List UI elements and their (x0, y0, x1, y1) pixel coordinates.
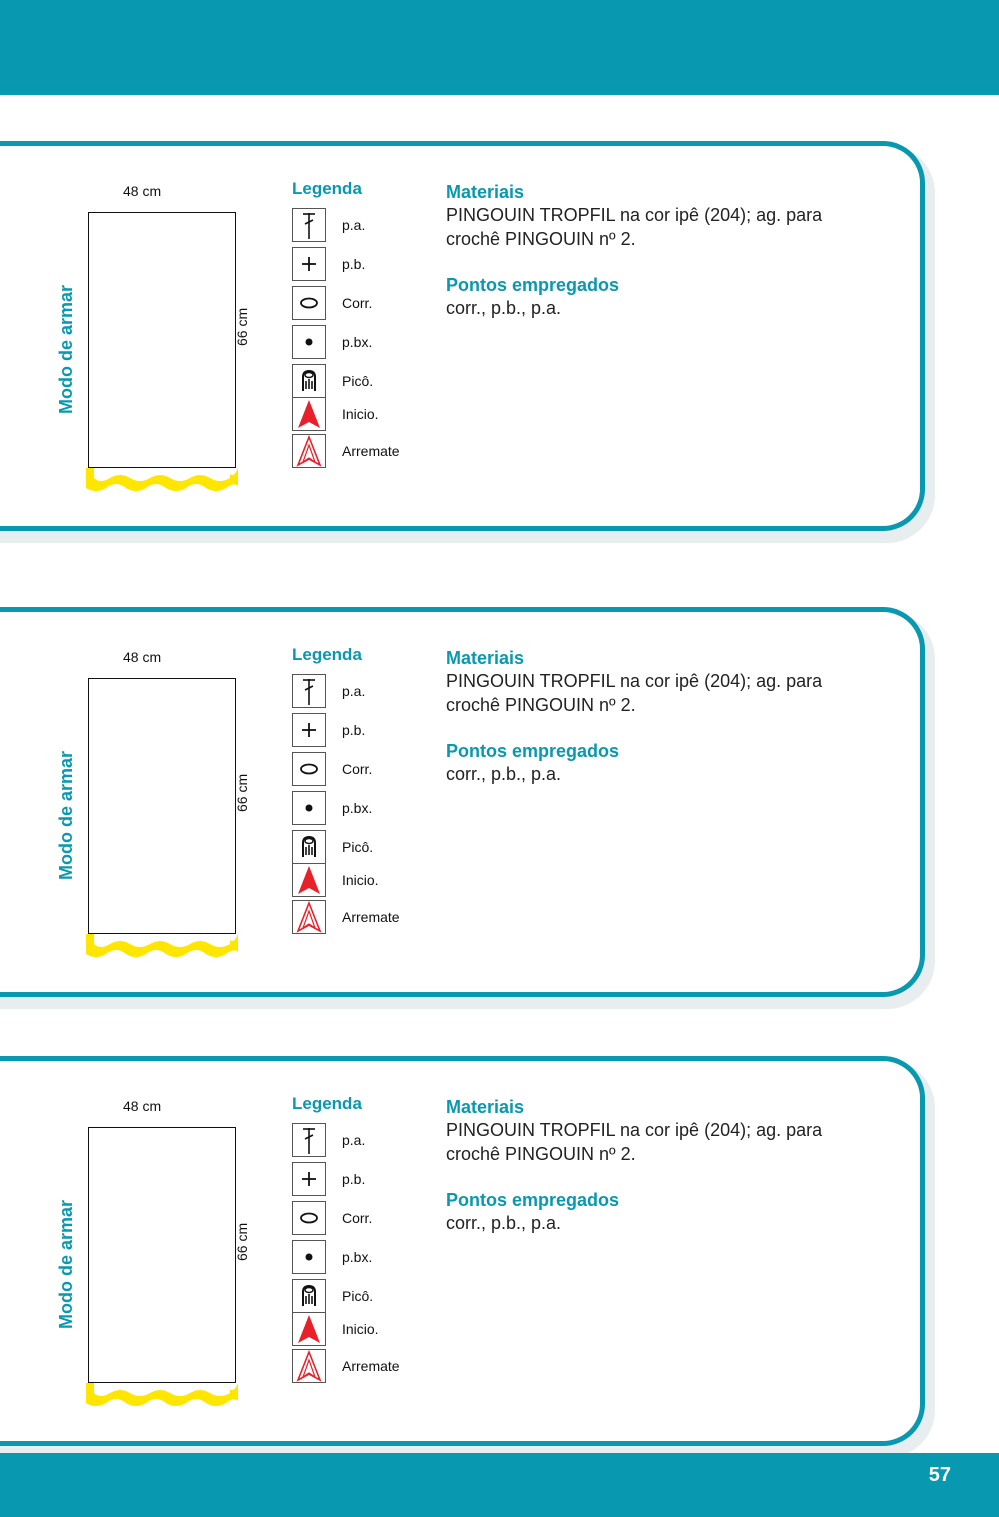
single-crochet-icon (292, 713, 326, 747)
pattern-card (0, 607, 925, 997)
slip-stitch-icon (292, 1240, 326, 1274)
legend-item-label: p.bx. (342, 800, 373, 816)
legend-item-label: Arremate (342, 909, 400, 925)
chain-icon (292, 1201, 326, 1235)
finish-arrow-icon (292, 434, 326, 468)
materials-text-line-1: PINGOUIN TROPFIL na cor ipê (204); ag. para (446, 671, 823, 691)
legend-item (292, 1201, 432, 1235)
schematic-rectangle (88, 1127, 236, 1383)
materials-title: Materiais (446, 1097, 525, 1117)
legend-item-label: Corr. (342, 295, 373, 311)
legend-item-label: p.a. (342, 683, 366, 699)
materials-title: Materiais (446, 182, 525, 202)
pattern-card (0, 1056, 925, 1446)
bottom-footer-bar (0, 1453, 999, 1517)
chain-icon (292, 286, 326, 320)
slip-stitch-icon (292, 791, 326, 825)
top-header-bar (0, 0, 999, 95)
legend-item-label: p.bx. (342, 1249, 373, 1265)
legend-item (292, 1279, 432, 1313)
legend-item-label: Inicio. (342, 872, 379, 888)
legend-item-label: p.b. (342, 256, 366, 272)
width-dimension-label: 48 cm (123, 183, 162, 199)
start-arrow-icon (292, 397, 326, 431)
page-number: 57 (928, 1464, 951, 1486)
stitches-text: corr., p.b., p.a. (446, 1213, 562, 1233)
legend-item (292, 900, 432, 934)
single-crochet-icon (292, 247, 326, 281)
legend-item-label: Inicio. (342, 406, 379, 422)
fringe-edge (84, 1379, 240, 1409)
double-crochet-icon (292, 674, 326, 708)
legend-item-label: Arremate (342, 1358, 400, 1374)
legend-item (292, 325, 432, 359)
materials-text-line-2: crochê PINGOUIN nº 2. (446, 1144, 636, 1164)
legend-item-label: p.b. (342, 722, 366, 738)
legend-title: Legenda (292, 645, 362, 664)
picot-icon (292, 830, 326, 864)
legend-item (292, 286, 432, 320)
materials-block (446, 647, 886, 786)
legend-item (292, 830, 432, 864)
assembly-title: Modo de armar (56, 750, 76, 880)
double-crochet-icon (292, 208, 326, 242)
legend-item (292, 208, 432, 242)
legend-item-label: Picô. (342, 839, 374, 855)
stitches-text: corr., p.b., p.a. (446, 298, 562, 318)
single-crochet-icon (292, 1162, 326, 1196)
stitches-title: Pontos empregados (446, 275, 620, 295)
start-arrow-icon (292, 1312, 326, 1346)
pattern-card (0, 141, 925, 531)
legend-item (292, 364, 432, 398)
legend-item-label: Arremate (342, 443, 400, 459)
width-dimension-label: 48 cm (123, 649, 162, 665)
legend-item (292, 1312, 432, 1346)
legend-item (292, 674, 432, 708)
chain-icon (292, 752, 326, 786)
assembly-title: Modo de armar (56, 284, 76, 414)
materials-block (446, 1096, 886, 1235)
assembly-title: Modo de armar (56, 1199, 76, 1329)
materials-text-line-2: crochê PINGOUIN nº 2. (446, 695, 636, 715)
legend-item-label: p.b. (342, 1171, 366, 1187)
slip-stitch-icon (292, 325, 326, 359)
legend-item (292, 397, 432, 431)
legend-item (292, 863, 432, 897)
double-crochet-icon (292, 1123, 326, 1157)
legend-title: Legenda (292, 179, 362, 198)
materials-block (446, 181, 886, 320)
stitches-text: corr., p.b., p.a. (446, 764, 562, 784)
materials-text-line-2: crochê PINGOUIN nº 2. (446, 229, 636, 249)
legend-item-label: Picô. (342, 373, 374, 389)
legend-item-label: Inicio. (342, 1321, 379, 1337)
legend-item (292, 791, 432, 825)
finish-arrow-icon (292, 900, 326, 934)
picot-icon (292, 364, 326, 398)
start-arrow-icon (292, 863, 326, 897)
width-dimension-label: 48 cm (123, 1098, 162, 1114)
legend-title: Legenda (292, 1094, 362, 1113)
finish-arrow-icon (292, 1349, 326, 1383)
materials-text-line-1: PINGOUIN TROPFIL na cor ipê (204); ag. para (446, 1120, 823, 1140)
legend-item-label: p.a. (342, 217, 366, 233)
stitches-title: Pontos empregados (446, 1190, 620, 1210)
legend-item-label: p.a. (342, 1132, 366, 1148)
materials-text-line-1: PINGOUIN TROPFIL na cor ipê (204); ag. para (446, 205, 823, 225)
height-dimension-label: 66 cm (234, 307, 250, 346)
height-dimension-label: 66 cm (234, 1222, 250, 1261)
legend-item (292, 752, 432, 786)
legend-item (292, 247, 432, 281)
picot-icon (292, 1279, 326, 1313)
legend-item (292, 1162, 432, 1196)
fringe-edge (84, 464, 240, 494)
materials-title: Materiais (446, 648, 525, 668)
schematic-rectangle (88, 678, 236, 934)
schematic-rectangle (88, 212, 236, 468)
legend-item (292, 1123, 432, 1157)
legend-item (292, 713, 432, 747)
legend-item-label: p.bx. (342, 334, 373, 350)
height-dimension-label: 66 cm (234, 773, 250, 812)
legend-item-label: Picô. (342, 1288, 374, 1304)
legend-item (292, 1240, 432, 1274)
legend-item-label: Corr. (342, 1210, 373, 1226)
fringe-edge (84, 930, 240, 960)
stitches-title: Pontos empregados (446, 741, 620, 761)
legend-item (292, 1349, 432, 1383)
legend-item-label: Corr. (342, 761, 373, 777)
legend-item (292, 434, 432, 468)
